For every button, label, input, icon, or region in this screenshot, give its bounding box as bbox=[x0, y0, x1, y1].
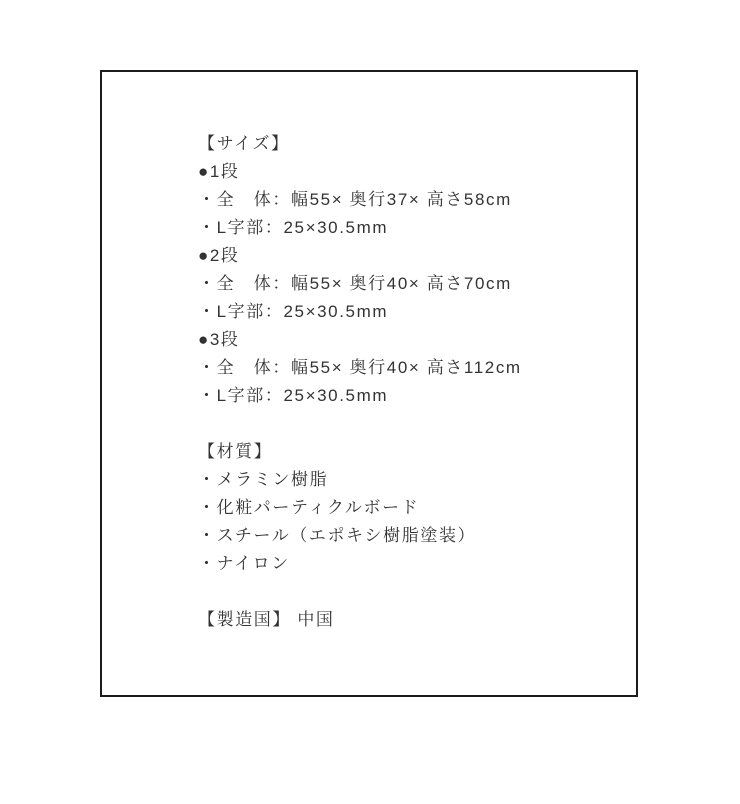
spec-line: ・ナイロン bbox=[198, 554, 290, 573]
spec-line: ・全 体：幅55× 奥行40× 高さ70cm bbox=[198, 274, 512, 293]
spec-line: 【製造国】 中国 bbox=[198, 610, 335, 629]
spec-sheet-frame bbox=[100, 70, 638, 697]
spec-line: ・全 体：幅55× 奥行37× 高さ58cm bbox=[198, 190, 512, 209]
spec-line: 【材質】 bbox=[198, 442, 273, 461]
spec-line: ●3段 bbox=[198, 330, 240, 349]
spec-line: ●2段 bbox=[198, 246, 240, 265]
spec-line: ・L字部：25×30.5mm bbox=[198, 218, 389, 237]
spec-line: ・全 体：幅55× 奥行40× 高さ112cm bbox=[198, 358, 522, 377]
spec-text-block bbox=[102, 72, 636, 634]
spec-line: ・L字部：25×30.5mm bbox=[198, 302, 389, 321]
spec-line bbox=[198, 410, 626, 438]
spec-line: ●1段 bbox=[198, 162, 240, 181]
spec-line: 【サイズ】 bbox=[198, 134, 290, 153]
spec-line bbox=[198, 578, 626, 606]
spec-line: ・メラミン樹脂 bbox=[198, 470, 329, 489]
spec-line: ・スチール（エポキシ樹脂塗装） bbox=[198, 526, 477, 545]
spec-line: ・L字部：25×30.5mm bbox=[198, 386, 389, 405]
spec-line: ・化粧パーティクルボード bbox=[198, 498, 420, 517]
